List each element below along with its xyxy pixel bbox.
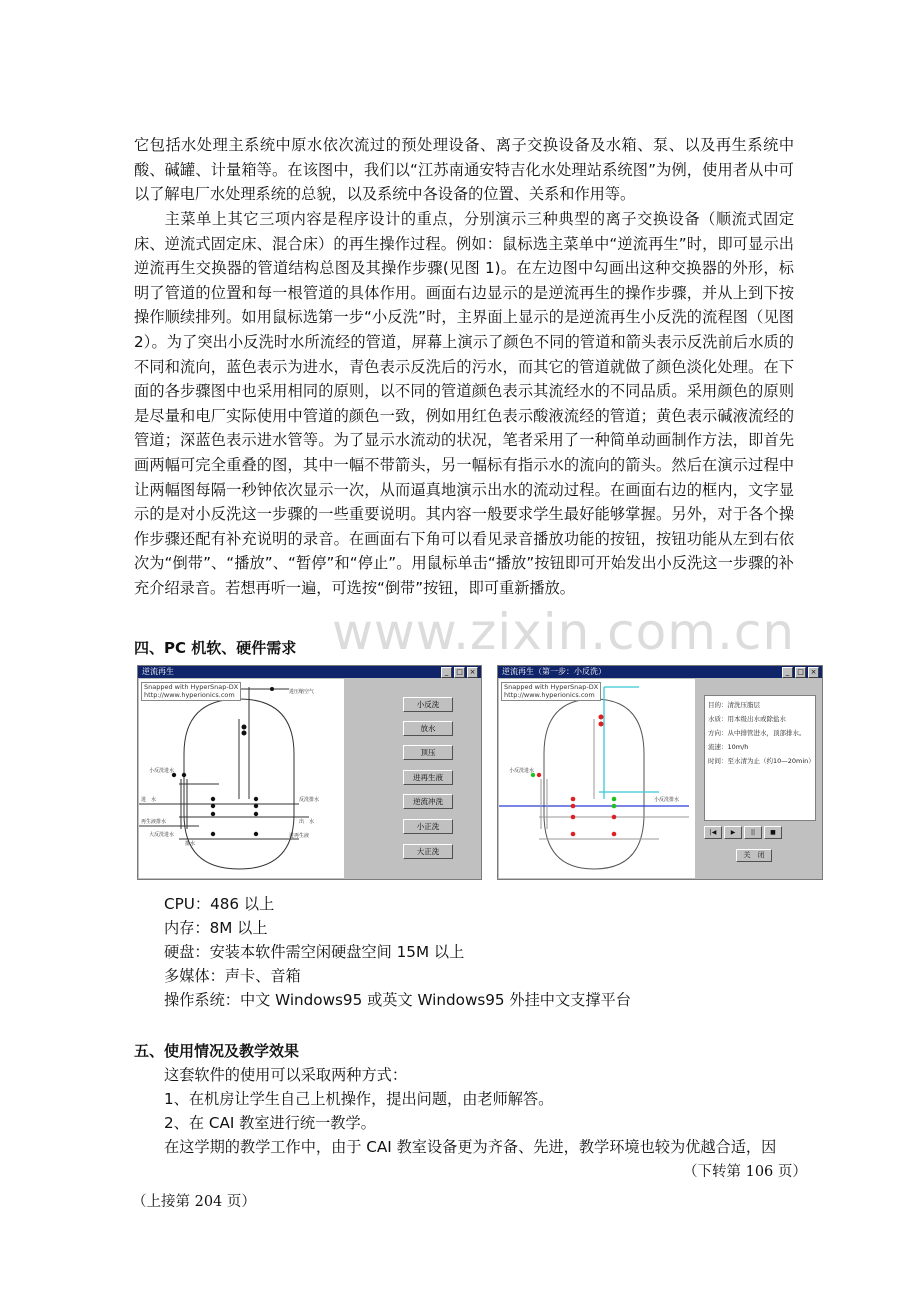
req-memory: 内存：8M 以上 bbox=[164, 919, 268, 937]
req-os: 操作系统：中文 Windows95 或英文 Windows95 外挂中文支撑平台 bbox=[164, 991, 631, 1009]
label-inlet: 进 水 bbox=[141, 797, 157, 803]
step-button-drain[interactable]: 放水 bbox=[403, 721, 453, 736]
snap-caption bbox=[501, 682, 601, 701]
usage-intro: 这套软件的使用可以采取两种方式： bbox=[164, 1066, 407, 1084]
continued-to-note: （下转第 106 页） bbox=[683, 1164, 807, 1180]
section5-heading: 五、使用情况及教学效果 bbox=[134, 1042, 300, 1060]
figure2-screenshot bbox=[497, 665, 823, 880]
note-water: 水质：用本级出水或除盐水 bbox=[708, 715, 786, 723]
step-button-small-backwash[interactable]: 小反洗 bbox=[403, 697, 453, 712]
req-disk: 硬盘：安装本软件需空闲硬盘空间 15M 以上 bbox=[164, 943, 465, 961]
section4-heading: 四、PC 机软、硬件需求 bbox=[134, 639, 297, 657]
step-button-top-pressure[interactable]: 顶压 bbox=[403, 745, 453, 760]
snap-caption bbox=[141, 682, 241, 701]
step-button-small-rinse[interactable]: 小正洗 bbox=[403, 819, 453, 834]
step-notes bbox=[704, 695, 816, 821]
label-regen-out: 再生液排水 bbox=[141, 819, 167, 825]
figure1-title: 逆流再生 bbox=[142, 667, 174, 676]
usage-item2: 2、在 CAI 教室进行统一教学。 bbox=[164, 1114, 376, 1132]
step-button-regen-liquid[interactable]: 进再生液 bbox=[403, 770, 453, 785]
continued-from-note: （上接第 204 页） bbox=[132, 1194, 256, 1210]
figure1-titlebar bbox=[138, 666, 481, 678]
snap-line1: Snapped with HyperSnap-DX bbox=[144, 683, 239, 691]
label-right: 小反洗排水 bbox=[654, 797, 680, 803]
figure1-diagram bbox=[139, 679, 344, 878]
note-time: 时间：至水清为止（约10—20min） bbox=[708, 757, 815, 765]
audio-controls bbox=[704, 826, 782, 839]
snap-line2: http://www.hyperionics.com bbox=[504, 690, 595, 699]
figure2-titlebar bbox=[498, 666, 822, 678]
label-r2: 出 水 bbox=[299, 819, 315, 825]
step-button-counter-rinse[interactable]: 逆流冲洗 bbox=[403, 794, 453, 809]
figure2-title: 逆流再生（第一步：小反洗） bbox=[502, 667, 606, 676]
label-out-left: 排水 bbox=[185, 841, 196, 847]
minimize-icon[interactable]: _ bbox=[441, 667, 452, 678]
rewind-button[interactable]: |◀ bbox=[704, 826, 722, 839]
figure1-step-panel bbox=[345, 679, 480, 878]
paragraph-intro: 它包括水处理主系统中原水依次流过的预处理设备、离子交换设备及水箱、泵、以及再生系统中酸、碱罐、计量箱等。在该图中，我们以“江苏南通安特吉化水处理站系统图”为例，使用者从中可以了解电厂水处理系统的总貌，以及系统中各设备的位置、关系和作用等。 bbox=[134, 136, 794, 204]
note-purpose: 目的：清洗压脂层 bbox=[708, 701, 760, 709]
snap-line1: Snapped with HyperSnap-DX bbox=[504, 683, 599, 691]
note-direction: 方向：从中排管进水，顶部排水。 bbox=[708, 729, 806, 737]
usage-item1: 1、在机房让学生自己上机操作，提出问题，由老师解答。 bbox=[164, 1090, 554, 1108]
exchanger-diagram bbox=[139, 679, 344, 878]
figure1-screenshot bbox=[137, 665, 482, 880]
label-r1: 反洗排水 bbox=[299, 797, 320, 803]
note-flow: 流速：10m/h bbox=[708, 743, 749, 751]
close-icon[interactable]: × bbox=[808, 667, 819, 678]
label-r3: 进再生液 bbox=[289, 833, 310, 839]
backwash-diagram bbox=[499, 679, 695, 878]
play-button[interactable]: ▶ bbox=[724, 826, 742, 839]
close-icon[interactable]: × bbox=[467, 667, 478, 678]
figure2-diagram bbox=[499, 679, 695, 878]
req-multimedia: 多媒体：声卡、音箱 bbox=[164, 967, 301, 985]
usage-last-para: 在这学期的教学工作中，由于 CAI 教室设备更为齐备、先进，教学环境也较为优越合适，因 bbox=[164, 1138, 777, 1156]
label-left-mid: 小反洗进水 bbox=[149, 768, 175, 774]
close-button[interactable]: 关 闭 bbox=[736, 849, 772, 862]
label-back-in: 大反洗进水 bbox=[149, 832, 175, 838]
watermark: www.zixin.com.cn bbox=[332, 603, 796, 661]
paragraph-main-menu: 主菜单上其它三项内容是程序设计的重点，分别演示三种典型的离子交换设备（顺流式固定床、逆流式固定床、混合床）的再生操作过程。例如：鼠标选主菜单中“逆流再生”时，即可显示出逆流再生交换器的管道结构总图及其操作步骤(见图 1)。在左边图中勾画出这种交换器的外形，标明了管道的位置和每一根管道的具体作用。画面右边显示的是逆流再生的操作步骤，并从上到下按操作顺续排列。如用鼠标选第一步“小反洗”时，主界面上显示的是逆流再生小反洗的流程图（见图 2）。为了突出小反洗时水所流经的管道，屏幕上演示了颜色不同的管道和箭头表示反洗前后水质的不同和流向，蓝色表示为进水，青色表示反洗后的污水，而其它的管道就做了颜色淡化处理。在下面的各步骤图中也采用相同的原则，以不同的管道颜色表示其流经水的不同品质。采用颜色的原则是尽量和电厂实际使用中管道的颜色一致，例如用红色表示酸液流经的管道；黄色表示碱液流经的管道；深蓝色表示进水管等。为了显示水流动的状况，笔者采用了一种简单动画制作方法，即首先画两幅可完全重叠的图，其中一幅不带箭头，另一幅标有指示水的流向的箭头。然后在演示过程中让两幅图每隔一秒钟依次显示一次，从而逼真地演示出水的流动过程。在画面右边的框内，文字显示的是对小反洗这一步骤的一些重要说明。其内容一般要求学生最好能够掌握。另外，对于各个操作步骤还配有补充说明的录音。在画面右下角可以看见录音播放功能的按钮，按钮功能从左到右依次为“倒带”、“播放”、“暂停”和“停止”。用鼠标单击“播放”按钮即可开始发出小反洗这一步骤的补充介绍录音。若想再听一遍，可选按“倒带”按钮，即可重新播放。 bbox=[134, 210, 794, 597]
label-left: 小反洗进水 bbox=[509, 768, 535, 774]
snap-line2: http://www.hyperionics.com bbox=[144, 690, 235, 699]
stop-button[interactable]: ■ bbox=[764, 826, 782, 839]
figure2-info-panel bbox=[696, 679, 821, 878]
label-top-right: 进压缩空气 bbox=[289, 689, 315, 695]
step-button-large-rinse[interactable]: 大正洗 bbox=[403, 844, 453, 859]
maximize-icon[interactable]: □ bbox=[795, 667, 806, 678]
pause-button[interactable]: || bbox=[744, 826, 762, 839]
minimize-icon[interactable]: _ bbox=[782, 667, 793, 678]
req-cpu: CPU：486 以上 bbox=[164, 895, 275, 913]
maximize-icon[interactable]: □ bbox=[454, 667, 465, 678]
